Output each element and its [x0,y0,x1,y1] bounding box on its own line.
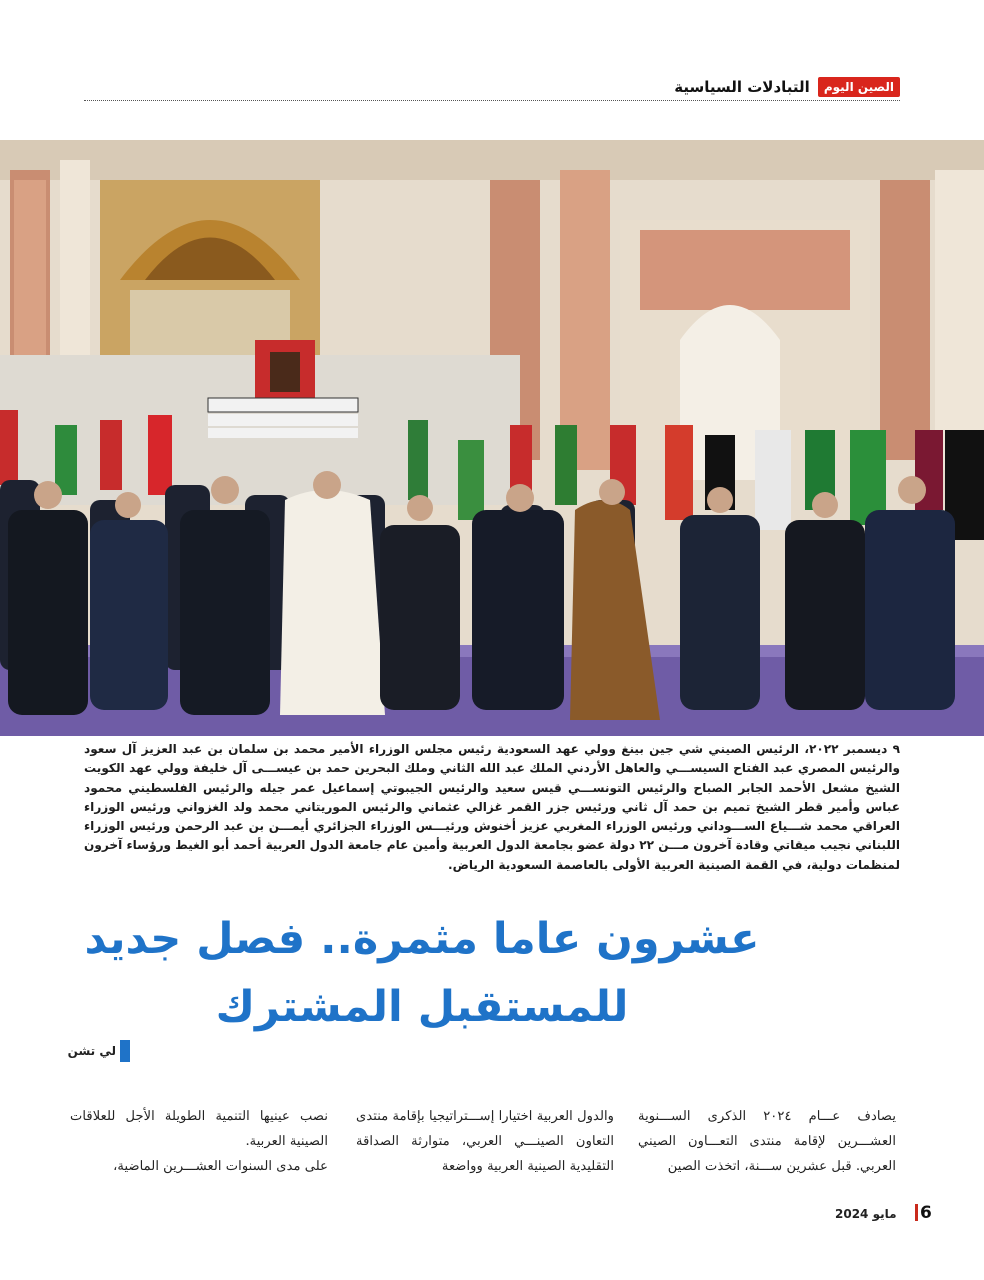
article-headline [84,905,760,1041]
author-name: لي تشن [67,1044,116,1058]
headline-line-1: عشرون عاما مثمرة.. فصل جديد [84,914,760,964]
summit-group-photo [0,140,984,736]
footer-accent-bar [915,1204,918,1221]
magazine-logo: الصين اليوم [818,77,900,97]
body-column-3 [70,1104,328,1179]
caption-text: ٩ ديسمبر ٢٠٢٢، الرئيس الصيني شي جين بينغ وولي عهد السعودية رئيس مجلس الوزراء الأمير محمد بن سلمان بن عبد العزيز آل سعود والرئيس المصري عبد الفتاح السيســـي والعاهل الأردني الملك عبد الله الثاني وملك البحرين حمد بن عيســـى آل خليفة وولي عهد الكويت الشيخ مشعل الأحمد الجابر الصباح والرئيس التونســـي قيس سعيد والرئيس الجيبوتي إسماعيل عمر جيله والرئيس الفلسطيني محمود عباس وأمير قطر الشيخ تميم بن حمد آل ثاني ورئيس جزر القمر غزالي عثماني والرئيس الموريتاني محمد ولد الغزواني ورئيس الوزراء العراقي محمد شـــياع الســـوداني ورئيس الوزراء المغربي عزيز أخنوش ورئيـــس الوزراء الجزائري أيمـــن بن عبد الرحمن ورئيس الوزراء اللبناني نجيب ميقاتي وقادة آخرون مـــن ٢٢ دولة عضو بجامعة الدول العربية وأمين عام جامعة الدول العربية أحمد أبو الغيط ورؤساء آخرون لمنظمات دولية، في القمة الصينية العربية الأولى بالعاصمة السعودية الرياض. [84,742,901,872]
issue-date: مايو 2024 [835,1207,897,1221]
headline-line-2: للمستقبل المشترك [215,982,629,1032]
page-number: 6 [920,1203,932,1223]
header-divider [84,100,900,101]
page-header [674,74,900,100]
body-paragraph: يصادف عـــام ٢٠٢٤ الذكرى الســـنوية العشـــرين لإقامة منتدى التعـــاون الصيني العربي. قبل عشرين ســـنة، اتخذت الصين [638,1109,896,1174]
body-paragraph: نصب عينيها التنمية الطويلة الأجل للعلاقات الصينية العربية. على مدى السنوات العشـــرين الماضية، [70,1109,328,1174]
body-paragraph: والدول العربية اختيارا إســـتراتيجيا بإقامة منتدى التعاون الصينـــي العربي، متوارثة الصداقة التقليدية الصينية العربية وواضعة [356,1109,614,1174]
author-accent-bar [120,1040,130,1062]
photo-caption [84,740,900,875]
body-column-1 [638,1104,896,1179]
body-column-2 [356,1104,614,1179]
section-title: التبادلات السياسية [674,78,810,96]
